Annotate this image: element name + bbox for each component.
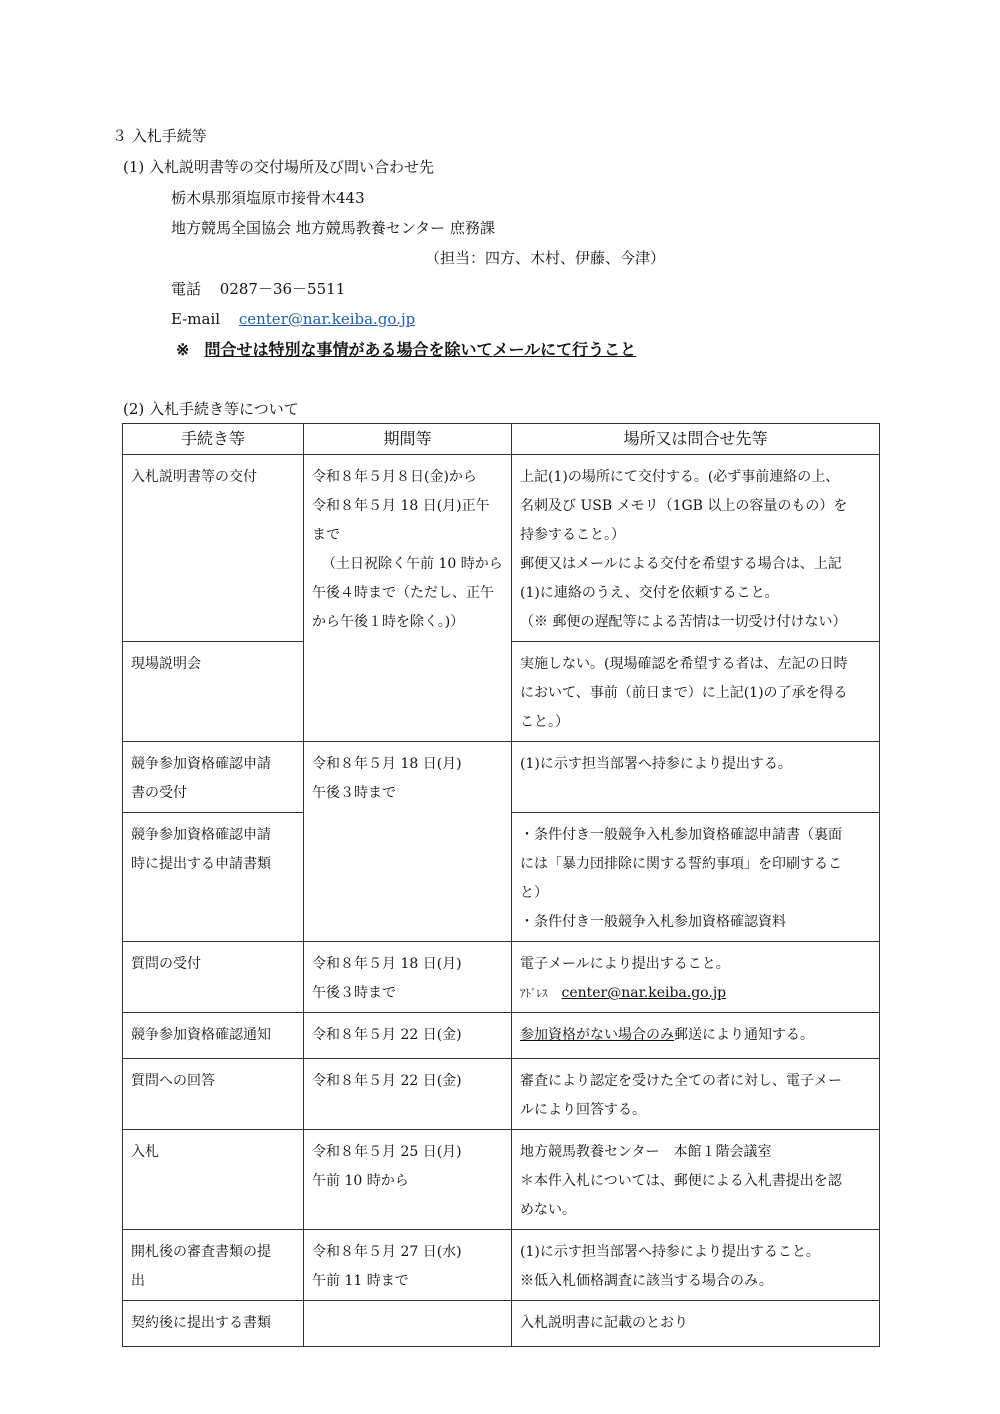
cell-line: 入札 xyxy=(131,1144,159,1160)
table-row xyxy=(123,455,880,642)
cell-line: まで xyxy=(312,527,340,543)
cell-line: ルにより回答する。 xyxy=(520,1102,646,1118)
cell-line: 郵便又はメールによる交付を希望する場合は、上記 xyxy=(520,556,842,572)
cell-procedure xyxy=(123,742,304,813)
cell-line: 令和８年５月 18 日(月)正午 xyxy=(312,498,490,514)
cell-procedure xyxy=(123,1059,304,1130)
cell-place xyxy=(512,1230,880,1301)
header-period: 期間等 xyxy=(304,424,512,455)
cell-line: 質問の受付 xyxy=(131,956,201,972)
underlined-condition: 参加資格がない場合のみ xyxy=(520,1027,674,1043)
question-email-link[interactable]: center@nar.keiba.go.jp xyxy=(561,985,727,1001)
email-label: E-mail xyxy=(171,310,221,328)
cell-line: 令和８年５月 18 日(月) xyxy=(312,956,462,972)
header-procedure: 手続き等 xyxy=(123,424,304,455)
note-line xyxy=(176,340,636,360)
note-text: 問合せは特別な事情がある場合を除いてメールにて行うこと xyxy=(204,340,637,359)
phone-line xyxy=(171,279,345,299)
table-row xyxy=(123,1059,880,1130)
cell-line: 名刺及び USB メモリ（1GB 以上の容量のもの）を xyxy=(520,498,848,514)
table-row xyxy=(123,1013,880,1059)
table-row xyxy=(123,1130,880,1230)
cell-line: 質問への回答 xyxy=(131,1073,215,1089)
cell-line: 午後４時まで（ただし、正午 xyxy=(312,585,494,601)
cell-procedure xyxy=(123,942,304,1013)
cell-period xyxy=(304,1301,512,1347)
cell-line: 開札後の審査書類の提 xyxy=(131,1244,271,1260)
cell-line: (1)に示す担当部署へ持参により提出する。 xyxy=(520,756,792,772)
place-rest: 郵送により通知する。 xyxy=(674,1027,814,1043)
cell-line: ※低入札価格調査に該当する場合のみ。 xyxy=(520,1273,773,1289)
cell-period xyxy=(304,1230,512,1301)
cell-procedure xyxy=(123,1301,304,1347)
cell-place xyxy=(512,1059,880,1130)
cell-procedure xyxy=(123,455,304,642)
cell-line: において、事前（前日まで）に上記(1)の了承を得る xyxy=(520,685,848,701)
cell-line: 実施しない。(現場確認を希望する者は、左記の日時 xyxy=(520,656,848,672)
cell-line: （土日祝除く午前 10 時から xyxy=(322,556,503,572)
cell-line: 競争参加資格確認申請 xyxy=(131,827,271,843)
cell-line: 現場説明会 xyxy=(131,656,201,672)
cell-line: 書の受付 xyxy=(131,785,187,801)
cell-period xyxy=(304,1013,512,1059)
address: 栃木県那須塩原市接骨木443 xyxy=(171,189,365,207)
cell-line: 時に提出する申請書類 xyxy=(131,856,271,872)
cell-place xyxy=(512,1013,880,1059)
address-label: ｱﾄﾞﾚｽ xyxy=(520,987,548,1000)
cell-period xyxy=(304,1059,512,1130)
cell-place xyxy=(512,942,880,1013)
cell-line: 午後３時まで xyxy=(312,785,396,801)
cell-line: ・条件付き一般競争入札参加資格確認資料 xyxy=(520,914,786,930)
cell-line: 午前 11 時まで xyxy=(312,1273,409,1289)
cell-line: (1)に示す担当部署へ持参により提出すること。 xyxy=(520,1244,820,1260)
cell-line: から午後１時を除く。)） xyxy=(312,614,465,630)
table-row xyxy=(123,742,880,813)
cell-place xyxy=(512,742,880,813)
phone-number: 0287－36－5511 xyxy=(219,280,346,298)
cell-line: 午前 10 時から xyxy=(312,1173,409,1189)
cell-line: 地方競馬教養センター 本館１階会議室 xyxy=(520,1144,772,1160)
table-row xyxy=(123,1301,880,1347)
cell-line: 令和８年５月 18 日(月) xyxy=(312,756,462,772)
cell-line: 午後３時まで xyxy=(312,985,396,1001)
cell-line: (1)に連絡のうえ、交付を依頼すること。 xyxy=(520,585,779,601)
cell-line: 令和８年５月８日(金)から xyxy=(312,469,477,485)
cell-procedure xyxy=(123,642,304,742)
table-header-row xyxy=(123,424,880,455)
cell-line: 持参すること。） xyxy=(520,527,625,543)
procedures-table xyxy=(122,423,880,1347)
table-row xyxy=(123,942,880,1013)
cell-procedure xyxy=(123,1230,304,1301)
cell-line: 令和８年５月 22 日(金) xyxy=(312,1073,462,1089)
cell-line: 出 xyxy=(131,1273,145,1289)
cell-line: こと。） xyxy=(520,714,569,730)
cell-place xyxy=(512,1130,880,1230)
cell-period xyxy=(304,742,512,942)
cell-procedure xyxy=(123,1013,304,1059)
cell-line: 入札説明書等の交付 xyxy=(131,469,257,485)
cell-line: と） xyxy=(520,885,548,901)
cell-period xyxy=(304,455,512,742)
cell-line: （※ 郵便の遅配等による苦情は一切受け付けない） xyxy=(520,614,847,630)
email-link[interactable]: center@nar.keiba.go.jp xyxy=(238,310,416,328)
cell-line: には「暴力団排除に関する誓約事項」を印刷するこ xyxy=(520,856,842,872)
sub2-title: (2) 入札手続き等について xyxy=(123,400,299,418)
cell-procedure xyxy=(123,1130,304,1230)
cell-line: めない。 xyxy=(520,1202,576,1218)
cell-line: 電子メールにより提出すること。 xyxy=(520,956,730,972)
cell-line: 令和８年５月 27 日(水) xyxy=(312,1244,462,1260)
cell-line: 審査により認定を受けた全ての者に対し、電子メー xyxy=(520,1073,842,1089)
cell-line: 入札説明書に記載のとおり xyxy=(520,1315,688,1331)
cell-line xyxy=(520,979,873,1008)
cell-place xyxy=(512,455,880,642)
cell-line: 競争参加資格確認申請 xyxy=(131,756,271,772)
cell-line: 競争参加資格確認通知 xyxy=(131,1027,271,1043)
cell-period xyxy=(304,1130,512,1230)
section-heading: ３ 入札手続等 xyxy=(112,127,207,145)
note-mark: ※ xyxy=(176,340,190,359)
cell-line: 令和８年５月 22 日(金) xyxy=(312,1027,462,1043)
cell-line: 上記(1)の場所にて交付する。(必ず事前連絡の上、 xyxy=(520,469,840,485)
cell-procedure xyxy=(123,813,304,942)
sub1-title: (1) 入札説明書等の交付場所及び問い合わせ先 xyxy=(123,158,435,176)
cell-place xyxy=(512,1301,880,1347)
cell-line: 契約後に提出する書類 xyxy=(131,1315,271,1331)
table-row xyxy=(123,1230,880,1301)
cell-place xyxy=(512,813,880,942)
phone-label: 電話 xyxy=(171,280,202,298)
organization: 地方競馬全国協会 地方競馬教養センター 庶務課 xyxy=(171,219,495,237)
email-line xyxy=(171,309,415,329)
header-place: 場所又は問合せ先等 xyxy=(512,424,880,455)
cell-line: 令和８年５月 25 日(月) xyxy=(312,1144,462,1160)
cell-line xyxy=(520,1021,873,1050)
cell-line: ・条件付き一般競争入札参加資格確認申請書（裏面 xyxy=(520,827,842,843)
contact-persons: （担当：四方、木村、伊藤、今津） xyxy=(425,249,666,267)
cell-place xyxy=(512,642,880,742)
cell-line: ＊本件入札については、郵便による入札書提出を認 xyxy=(520,1173,842,1189)
cell-period xyxy=(304,942,512,1013)
